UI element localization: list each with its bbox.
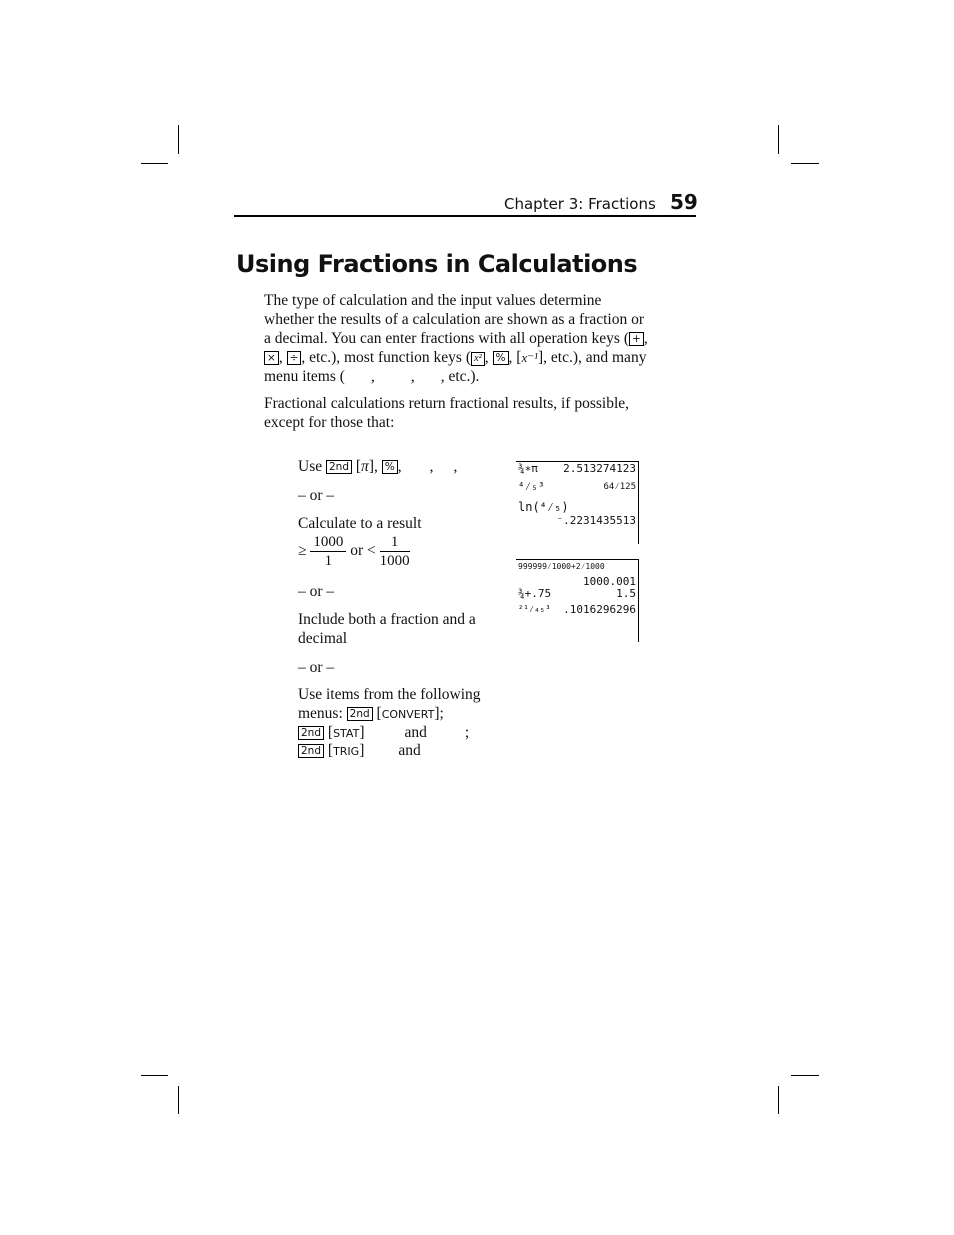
condition-menus-line-3: 2nd [STAT] and ; <box>298 723 469 743</box>
plus-key: + <box>629 332 644 346</box>
exceptions-line-1: Fractional calculations return fractional results, if possible, <box>264 395 629 412</box>
chapter-title: Chapter 3: Fractions <box>504 195 656 213</box>
screen1-line-1: ¾∗π 2.513274123 <box>518 462 636 475</box>
section-title: Using Fractions in Calculations <box>236 250 638 278</box>
crop-mark-top-left-v <box>178 125 179 154</box>
x-squared-key: x² <box>471 352 485 366</box>
intro-line-3: a decimal. You can enter fractions with all operation keys ( + , <box>264 330 648 347</box>
intro-line-2: whether the results of a calculation are shown as a fraction or <box>264 311 645 328</box>
calculator-screen-1 <box>516 461 639 544</box>
intro-paragraph <box>264 291 694 386</box>
condition-include-line-1: Include both a fraction and a <box>298 611 476 628</box>
condition-calc-result: Calculate to a result <box>298 515 422 532</box>
fraction-1000-over-1: $\frac{1000}{1}$ <box>310 533 346 570</box>
convert-menu-label: CONVERT <box>381 708 435 721</box>
screen2-line-3: ¾+.75 1.5 <box>518 587 636 600</box>
intro-line-4: × , ÷ , etc.), most function keys ( x² , % , [x⁻¹], etc.), and many <box>264 348 694 367</box>
or-separator-3: – or – <box>298 659 335 676</box>
calculator-screen-2 <box>516 559 639 642</box>
crop-mark-bottom-right-h <box>791 1075 819 1076</box>
second-key-trig: 2nd <box>298 744 324 758</box>
screen1-line-3: ln(⁴⁄₅) <box>518 500 569 514</box>
pi-symbol: π <box>361 458 369 475</box>
screen1-line-4: ⁻.2231435513 <box>556 514 636 527</box>
or-separator-2: – or – <box>298 583 335 600</box>
exceptions-paragraph <box>264 394 694 432</box>
crop-mark-top-right-h <box>791 163 819 164</box>
percent-key: % <box>493 351 509 365</box>
screen2-line-1: 999999⁄1000+2⁄1000 <box>518 562 605 571</box>
screen1-line-2: ⁴⁄₅³ 64⁄125 <box>518 480 636 493</box>
condition-menus-line-1: Use items from the following <box>298 686 481 703</box>
page-number: 59 <box>670 190 698 214</box>
second-key-stat: 2nd <box>298 726 324 740</box>
condition-include-line-2: decimal <box>298 630 348 647</box>
x-inverse-key: x⁻¹ <box>521 350 538 365</box>
fraction-1-over-1000: $\frac{1}{1000}$ <box>379 534 410 569</box>
crop-mark-bottom-left-v <box>178 1086 179 1114</box>
stat-menu-label: STAT <box>333 727 360 740</box>
crop-mark-bottom-left-h <box>141 1075 168 1076</box>
condition-menus-line-4: 2nd [TRIG] and <box>298 741 421 761</box>
crop-mark-bottom-right-v <box>778 1086 779 1114</box>
screen2-line-4: ²¹⁄₄₅³ .1016296296 <box>518 603 636 616</box>
exceptions-line-2: except for those that: <box>264 414 395 431</box>
condition-range: ≥ $\frac{1000}{1}$ or < $\frac{1}{1000}$ <box>298 534 410 569</box>
header-rule <box>234 215 696 217</box>
second-key-convert: 2nd <box>347 707 373 721</box>
times-key: × <box>264 351 279 365</box>
screen2-line-2: 1000.001 <box>583 575 636 588</box>
divide-key: ÷ <box>287 351 302 365</box>
condition-use-keys: Use 2nd [π], % , , , <box>298 458 458 475</box>
second-key: 2nd <box>326 460 352 474</box>
crop-mark-top-right-v <box>778 125 779 154</box>
percent-key-2: % <box>382 460 398 474</box>
or-separator-1: – or – <box>298 487 335 504</box>
crop-mark-top-left-h <box>141 163 168 164</box>
trig-menu-label: TRIG <box>333 745 360 758</box>
intro-line-5: menu items ( , , , etc.). <box>264 368 480 385</box>
intro-line-1: The type of calculation and the input values determine <box>264 292 602 309</box>
condition-menus-line-2: menus: 2nd [CONVERT]; <box>298 705 444 722</box>
